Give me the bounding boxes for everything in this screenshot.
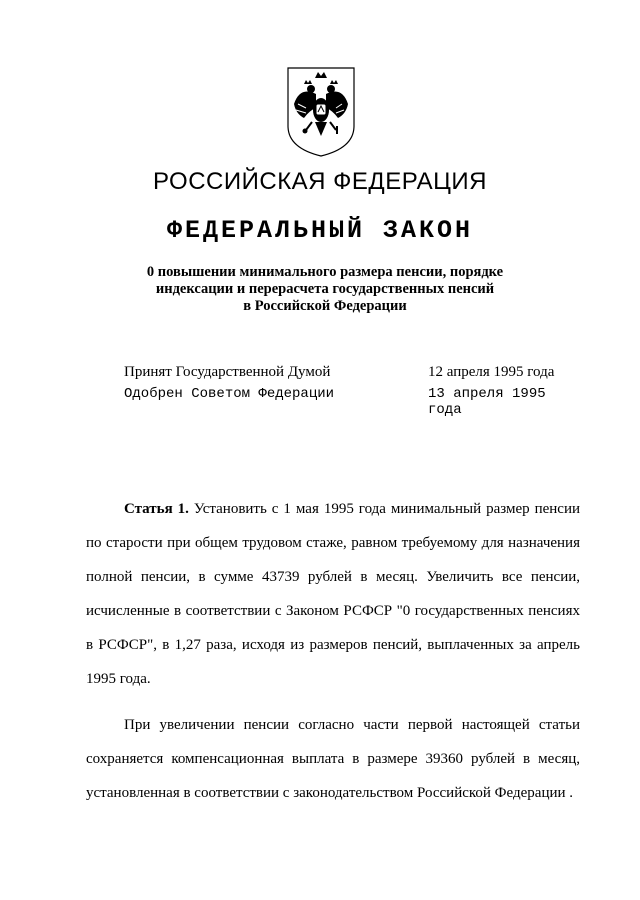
adoption-label: Одобрен Советом Федерации [124, 386, 335, 402]
adoption-row-duma [124, 364, 572, 381]
law-title-line: индексации и перерасчета государственных пенсий [155, 281, 495, 297]
adoption-date: 12 апреля 1995 года [428, 364, 555, 380]
article-paragraph [86, 492, 580, 696]
article-body [86, 492, 580, 810]
article-paragraph: При увеличении пенсии согласно части первой настоящей статьи сохраняется компенсационная выплата в размере 39360 рублей в месяц, установленная в соответствии с законодательством Российской Федерации . [86, 717, 580, 801]
country-name: РОССИЙСКАЯ ФЕДЕРАЦИЯ [153, 168, 487, 195]
adoption-label: Принят Государственной Думой [124, 364, 331, 380]
adoption-date: 13 апреля 1995 года [428, 386, 546, 418]
coat-of-arms-icon [282, 64, 360, 160]
article-text: Установить с 1 мая 1995 года минимальный размер пенсии по старости при общем трудовом стаже, равном требуемому для назначения полной пенсии, в сумме 43739 рублей в месяц. Увеличить все пенсии, исчисленные в соответствии с Законом РСФСР "0 государственных пенсиях в РСФСР", в 1,27 раза, исходя из размеров пенсий, выплаченных за апрель 1995 года. [86, 501, 581, 687]
law-type-heading: ФЕДЕРАЛЬНЫЙ ЗАКОН [166, 216, 474, 245]
law-title-line: в Российской Федерации [243, 298, 407, 314]
law-title [120, 264, 530, 315]
adoption-row-council [124, 386, 572, 418]
law-title-line: 0 повышении минимального размера пенсии, порядке [146, 264, 504, 280]
article-label: Статья 1. [124, 501, 189, 517]
